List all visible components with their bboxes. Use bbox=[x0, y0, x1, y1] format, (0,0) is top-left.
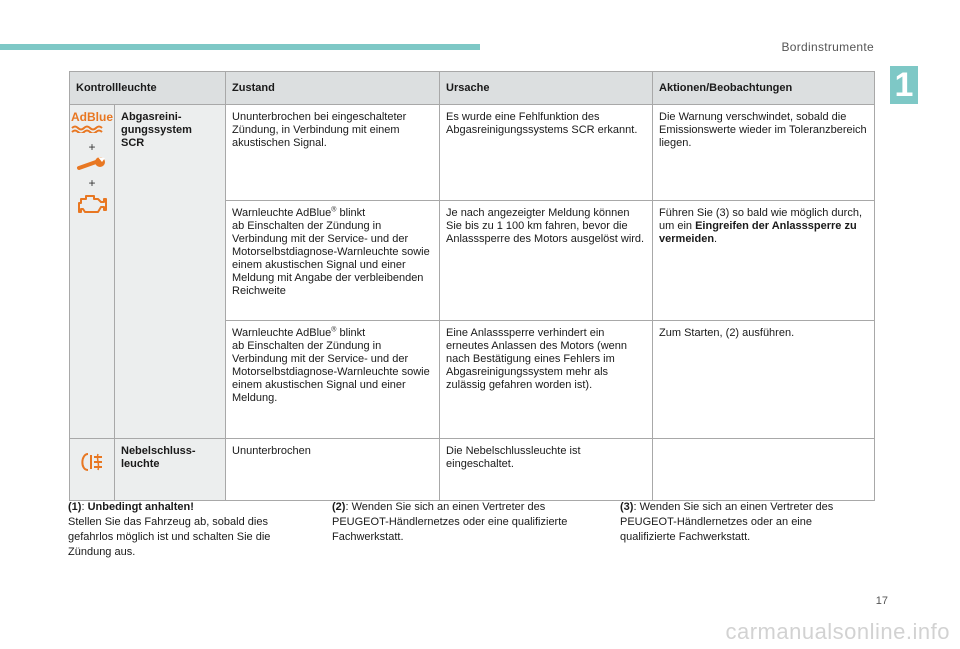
warning-lights-table bbox=[69, 71, 875, 501]
zustand-cell: Warnleuchte AdBlue® blinkt ab Einschalten der Zündung in Verbindung mit der Service- und der Motorselbstdiagnose-Warnleuchte sowie einem akustischen Signal und einer Meldung mit Angabe der verbleibenden Reichweite bbox=[226, 201, 440, 321]
adblue-icon: AdBlue bbox=[71, 111, 113, 137]
zustand-cell: Ununterbrochen bbox=[226, 439, 440, 501]
plus-sign: + bbox=[88, 140, 96, 154]
ursache-cell: Es wurde eine Fehlfunktion des Abgasreinigungssystems SCR erkannt. bbox=[440, 105, 653, 201]
ursache-cell: Je nach angezeigter Meldung können Sie bis zu 1 100 km fahren, bevor die Anlasssperre des Motors ausgelöst wird. bbox=[440, 201, 653, 321]
table-row bbox=[70, 439, 875, 501]
page-number: 17 bbox=[875, 595, 888, 607]
engine-icon bbox=[76, 193, 108, 215]
rear-fog-light-icon bbox=[76, 451, 106, 473]
footnote-3: (3): Wenden Sie sich an einen Vertreter des PEUGEOT-Händlernetzes oder an eine qualifizierte Fachwerkstatt. bbox=[620, 501, 834, 543]
top-accent-bar bbox=[0, 44, 480, 50]
aktion-cell bbox=[653, 439, 875, 501]
column-header-aktionen: Aktionen/Beobachtungen bbox=[653, 72, 875, 105]
plus-sign: + bbox=[88, 176, 96, 190]
fog-name: Nebelschluss- leuchte bbox=[115, 439, 226, 501]
chapter-title: Bordinstrumente bbox=[781, 40, 874, 54]
footnote-2: (2): Wenden Sie sich an einen Vertreter des PEUGEOT-Händlernetzes oder eine qualifizierte Fachwerkstatt. bbox=[332, 501, 568, 543]
zustand-cell: Warnleuchte AdBlue® blinkt ab Einschalten der Zündung in Verbindung mit der Service- und der Motorselbstdiagnose-Warnleuchte sowie einem akustischen Signal und einer Meldung. bbox=[226, 321, 440, 439]
table-row bbox=[70, 105, 875, 201]
aktion-cell: Die Warnung verschwindet, sobald die Emissionswerte wieder im Toleranzbereich liegen. bbox=[653, 105, 875, 201]
watermark: carmanualsonline.info bbox=[725, 619, 950, 644]
ursache-cell: Die Nebelschlussleuchte ist eingeschaltet. bbox=[440, 439, 653, 501]
column-header-zustand: Zustand bbox=[226, 72, 440, 105]
ursache-cell: Eine Anlasssperre verhindert ein erneutes Anlassen des Motors (wenn nach Bestätigung eines Fehlers im Abgasreinigungssystem mehr als zulässig gefahren worden ist). bbox=[440, 321, 653, 439]
column-header-kontrollleuchte: Kontrollleuchte bbox=[70, 72, 226, 105]
footnote-1: (1): Unbedingt anhalten! Stellen Sie das Fahrzeug ab, sobald dies gefahrlos möglich ist und schalten Sie die Zündung aus. bbox=[68, 501, 271, 558]
fog-icon-cell bbox=[70, 439, 115, 501]
scr-name: Abgasreini- gungssystem SCR bbox=[115, 105, 226, 439]
table-header-row bbox=[70, 72, 875, 105]
chapter-number-tab: 1 bbox=[890, 66, 918, 104]
scr-icon-cell bbox=[70, 105, 115, 439]
column-header-ursache: Ursache bbox=[440, 72, 653, 105]
zustand-cell: Ununterbrochen bei eingeschalteter Zündung, in Verbindung mit einem akustischen Signal. bbox=[226, 105, 440, 201]
wrench-icon bbox=[76, 157, 108, 173]
aktion-cell: Führen Sie (3) so bald wie möglich durch, um ein Eingreifen der Anlasssperre zu vermeiden. bbox=[653, 201, 875, 321]
aktion-cell: Zum Starten, (2) ausführen. bbox=[653, 321, 875, 439]
